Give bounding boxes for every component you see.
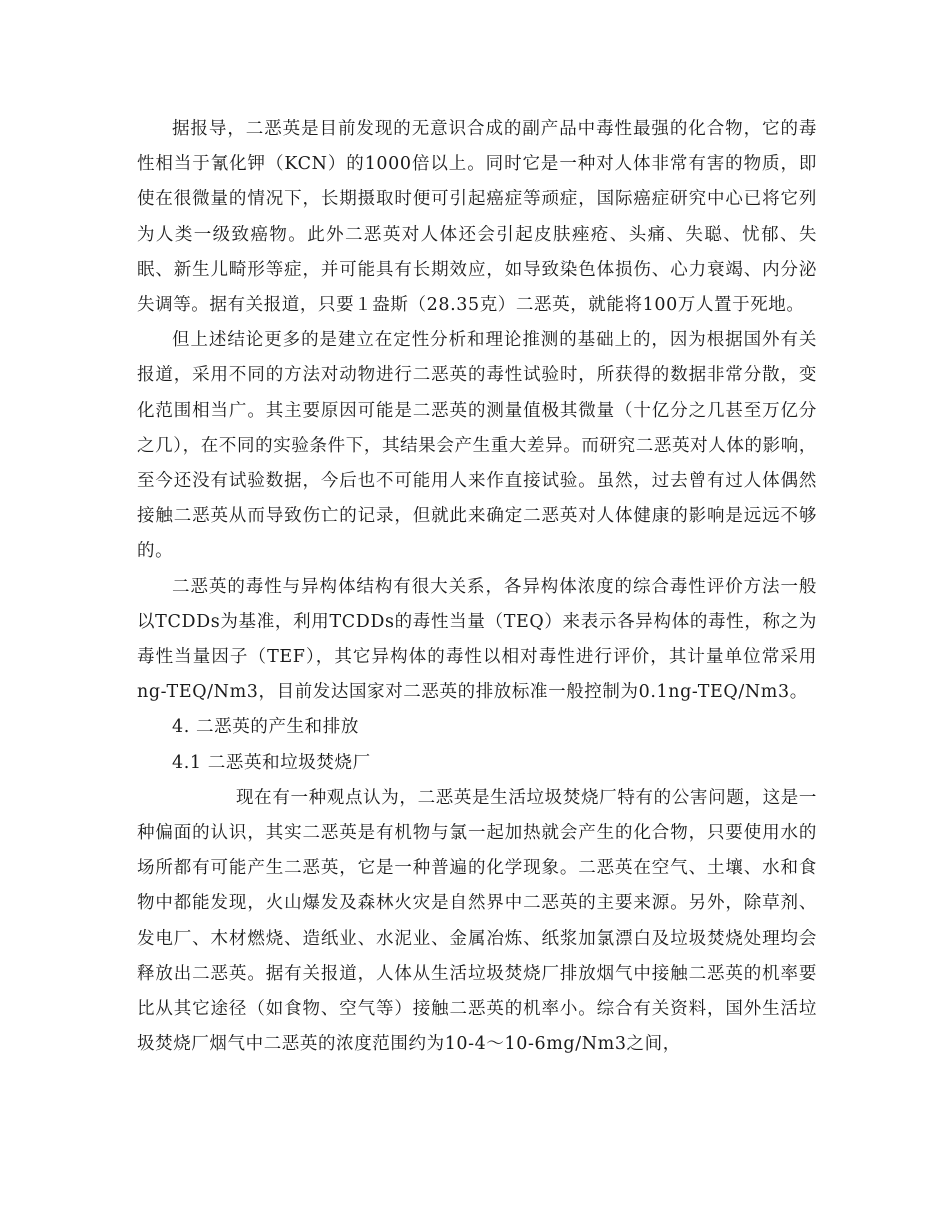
paragraph-toxicity: 据报导，二恶英是目前发现的无意识合成的副产品中毒性最强的化合物，它的毒性相当于氰化钾（KCN）的1000倍以上。同时它是一种对人体非常有害的物质，即使在很微量的情况下，长期摄取时便可引起癌症等顽症，国际癌症研究中心已将它列为人类一级致癌物。此外二恶英对人体还会引起皮肤痤疮、头痛、失聪、忧郁、失眠、新生儿畸形等症，并可能具有长期效应，如导致染色体损伤、心力衰竭、内分泌失调等。据有关报道，只要１盎斯（28.35克）二恶英，就能将100万人置于死地。 bbox=[137, 119, 817, 316]
paragraph-incineration: 现在有一种观点认为，二恶英是生活垃圾焚烧厂特有的公害问题，这是一种偏面的认识，其实二恶英是有机物与氯一起加热就会产生的化合物，只要使用水的场所都有可能产生二恶英，它是一种普遍的化学现象。二恶英在空气、土壤、水和食物中都能发现，火山爆发及森林火灾是自然界中二恶英的主要来源。另外，除草剂、发电厂、木材燃烧、造纸业、水泥业、金属冶炼、纸浆加氯漂白及垃圾焚烧处理均会释放出二恶英。据有关报道，人体从生活垃圾焚烧厂排放烟气中接触二恶英的机率要比从其它途径（如食物、空气等）接触二恶英的机率小。综合有关资料，国外生活垃圾焚烧厂烟气中二恶英的浓度范围约为10-4～10-6mg/Nm3之间， bbox=[137, 787, 817, 1055]
subsection-heading: 4.1 二恶英和垃圾焚烧厂 bbox=[172, 752, 371, 773]
paragraph-isomers: 二恶英的毒性与异构体结构有很大关系，各异构体浓度的综合毒性评价方法一般以TCDDs为基准，利用TCDDs的毒性当量（TEQ）来表示各异构体的毒性，称之为毒性当量因子（TEF），其它异构体的毒性以相对毒性进行评价，其计量单位常采用ng-TEQ/Nm3，目前发达国家对二恶英的排放标准一般控制为0.1ng-TEQ/Nm3。 bbox=[137, 576, 817, 703]
section-heading: 4. 二恶英的产生和排放 bbox=[172, 717, 359, 738]
document-body bbox=[137, 112, 817, 1062]
paragraph-uncertainty: 但上述结论更多的是建立在定性分析和理论推测的基础上的，因为根据国外有关报道，采用不同的方法对动物进行二恶英的毒性试验时，所获得的数据非常分散，变化范围相当广。其主要原因可能是二恶英的测量值极其微量（十亿分之几甚至万亿分之几），在不同的实验条件下，其结果会产生重大差异。而研究二恶英对人体的影响，至今还没有试验数据，今后也不可能用人来作直接试验。虽然，过去曾有过人体偶然接触二恶英从而导致伤亡的记录，但就此来确定二恶英对人体健康的影响是远远不够的。 bbox=[137, 330, 817, 562]
